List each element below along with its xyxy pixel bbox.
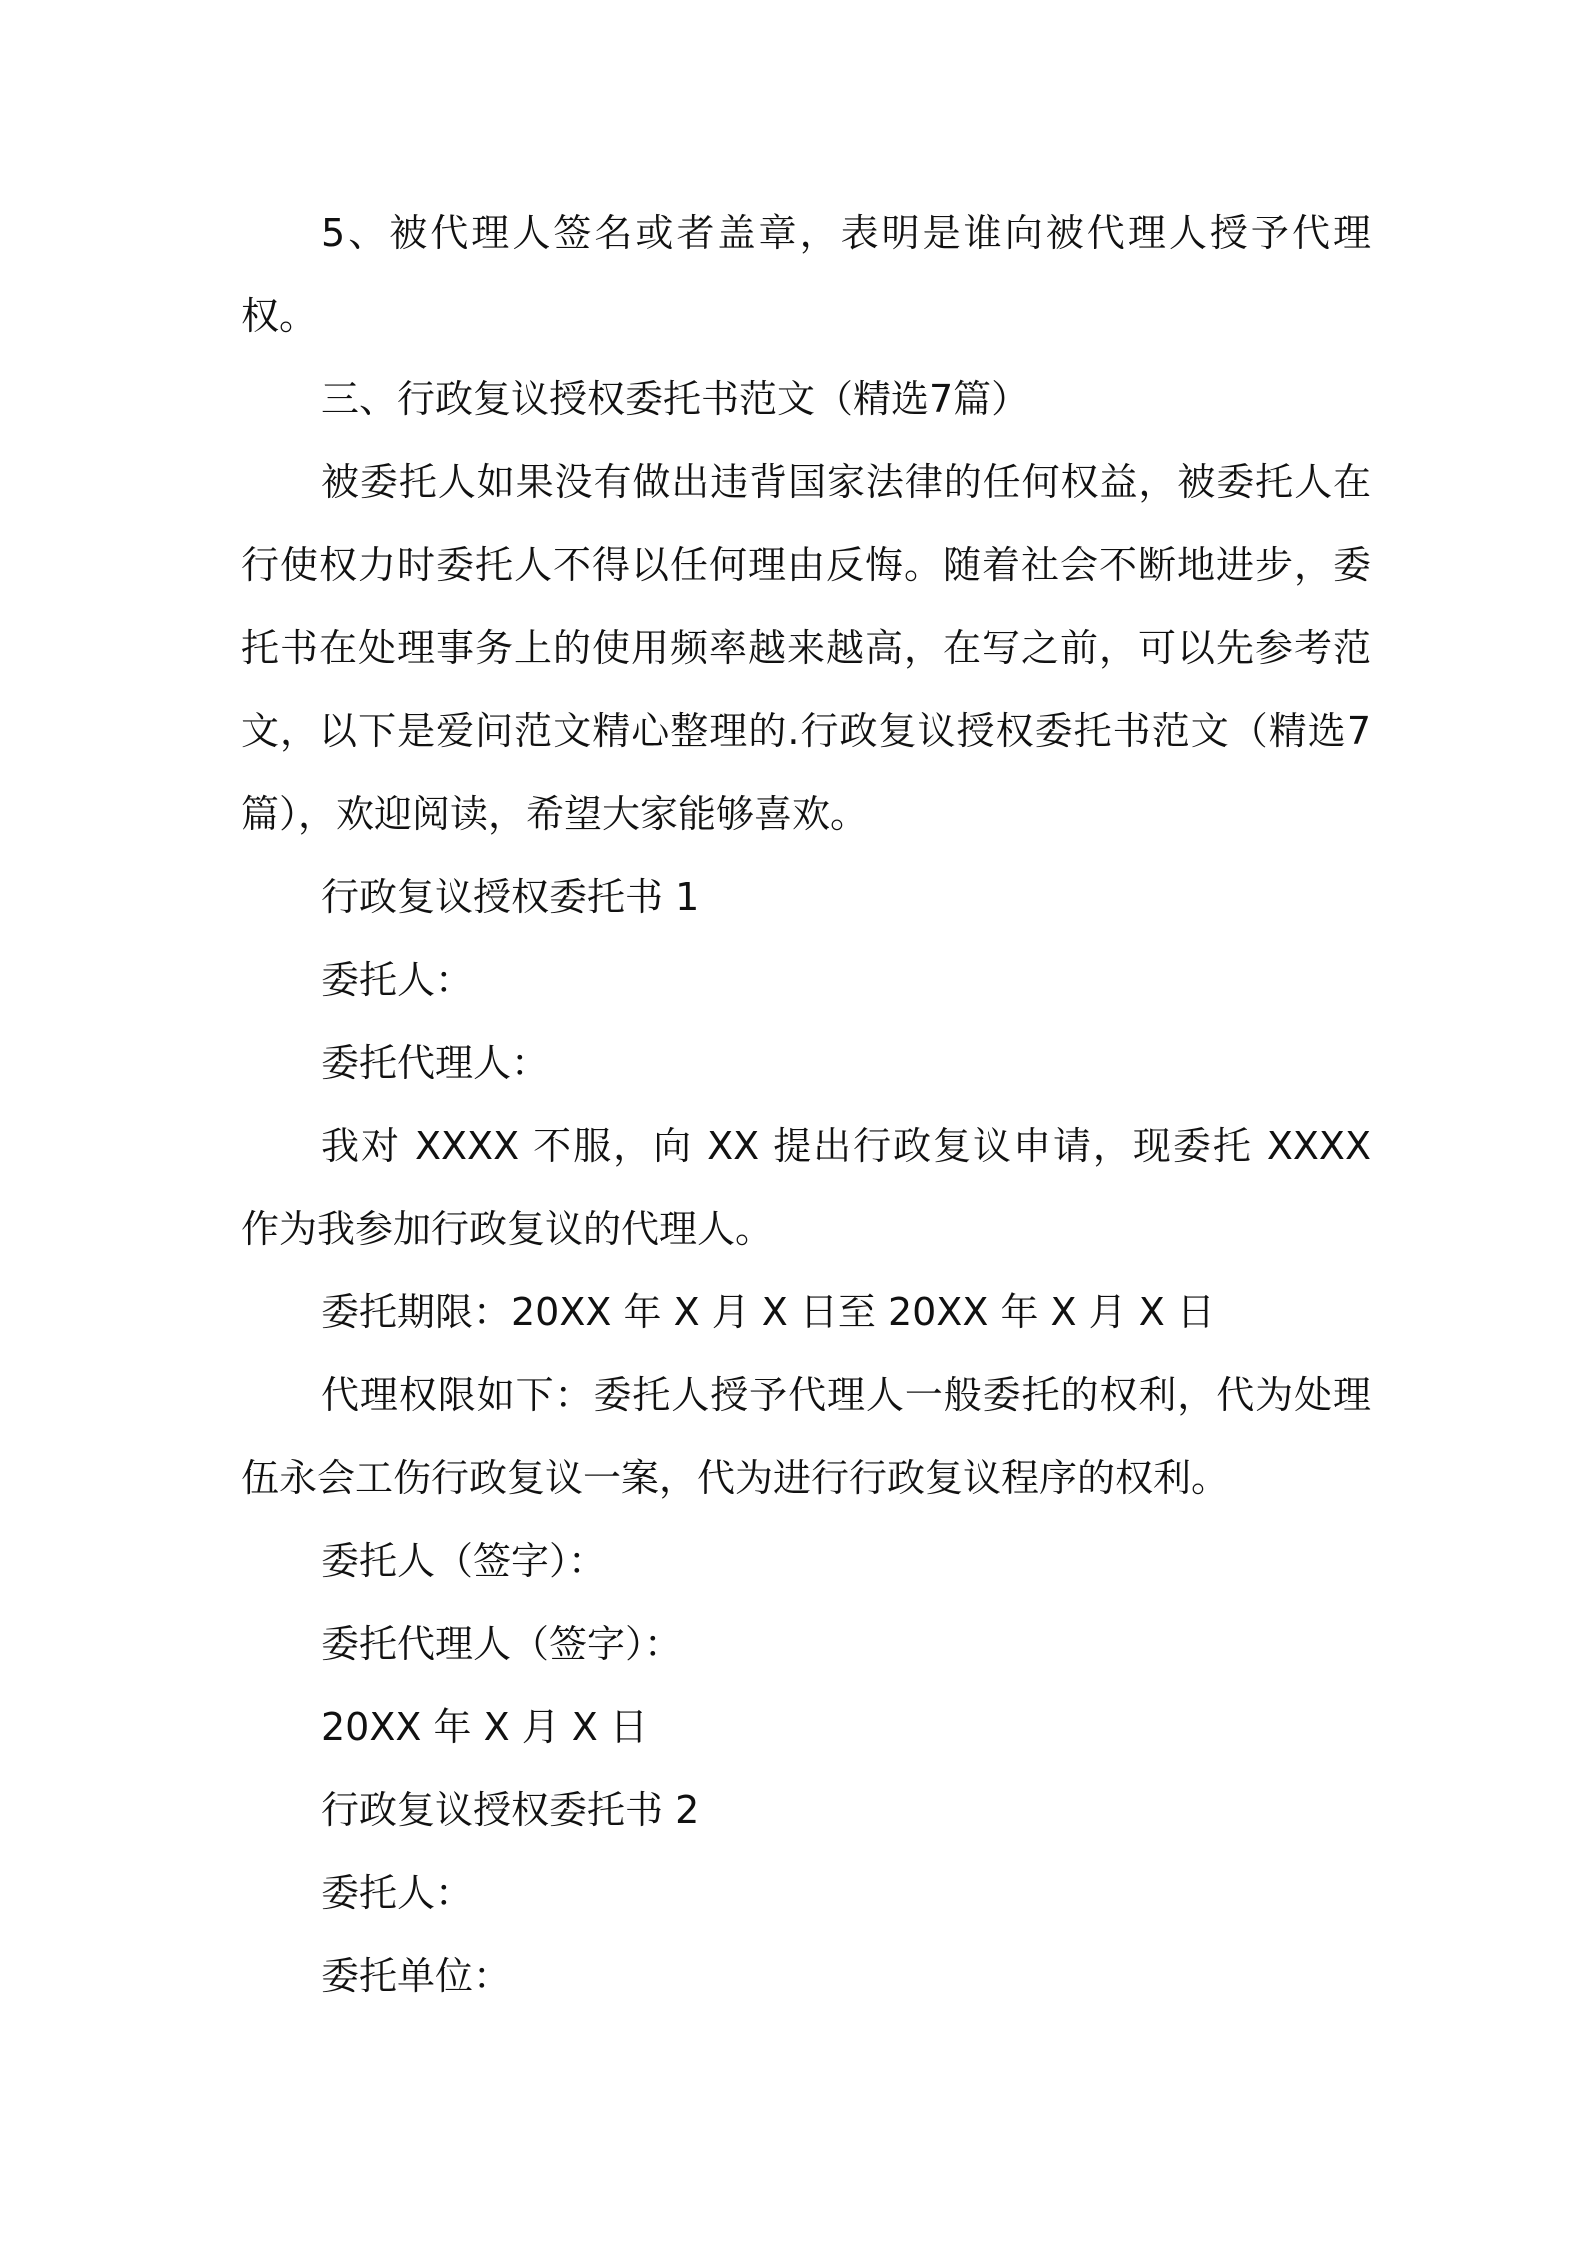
letter-1-title: 行政复议授权委托书 1 (321, 875, 700, 919)
entrusting-unit-field: 委托单位： (321, 1954, 512, 1998)
agent-signature-field: 委托代理人（签字）： (321, 1622, 683, 1666)
intro-paragraph: 被委托人如果没有做出违背国家法律的任何权益，被委托人在行使权力时委托人不得以任何理由反悔。随着社会不断地进步，委托书在处理事务上的使用频率越来越高，在写之前，可以先参考范文，以下是爱问范文精心整理的.行政复议授权委托书范文（精选7篇），欢迎阅读，希望大家能够喜欢。 (241, 460, 1371, 836)
document-body (241, 192, 1371, 2018)
principal-field: 委托人： (321, 958, 474, 1002)
principal-signature-field: 委托人（签字）： (321, 1539, 607, 1583)
appointment-paragraph: 我对 XXXX 不服，向 XX 提出行政复议申请，现委托 XXXX 作为我参加行政复议的代理人。 (241, 1124, 1371, 1251)
principal-field-2: 委托人： (321, 1871, 474, 1915)
date-line: 20XX 年 X 月 X 日 (321, 1705, 648, 1749)
section-heading: 三、行政复议授权委托书范文（精选7篇） (321, 377, 1030, 421)
paragraph-signature-note: 5、被代理人签名或者盖章，表明是谁向被代理人授予代理权。 (241, 211, 1371, 338)
authority-paragraph: 代理权限如下：委托人授予代理人一般委托的权利，代为处理伍永会工伤行政复议一案，代为进行行政复议程序的权利。 (241, 1373, 1371, 1500)
agent-field: 委托代理人： (321, 1041, 550, 1085)
term-line: 委托期限：20XX 年 X 月 X 日至 20XX 年 X 月 X 日 (321, 1290, 1215, 1334)
letter-2-title: 行政复议授权委托书 2 (321, 1788, 700, 1832)
